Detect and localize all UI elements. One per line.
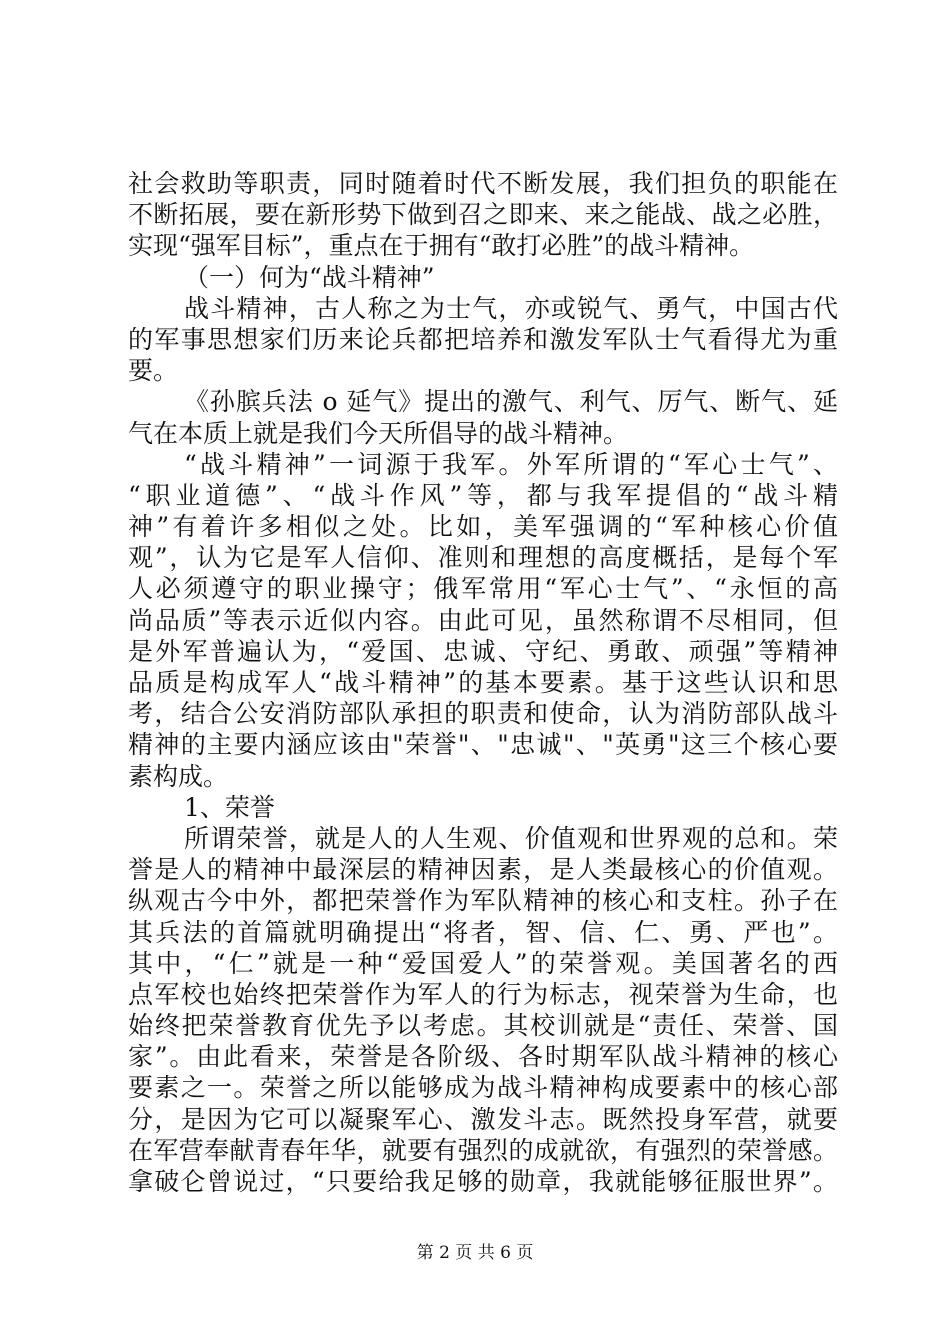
text-line: 品质是构成军人“战斗精神”的基本要素。基于这些认识和思	[128, 668, 838, 697]
text-line: 是外军普遍认为，“爱国、忠诚、守纪、勇敢、顽强”等精神	[128, 636, 838, 666]
text-line: 气在本质上就是我们今天所倡导的战斗精神。	[128, 418, 629, 448]
text-line: 点军校也始终把荣誉作为军人的行为标志，视荣誉为生命，也	[128, 979, 838, 1009]
text-line: 人必须遵守的职业操守；俄军常用“军心士气”、“永恒的高	[128, 574, 838, 604]
text-line: “战斗精神”一词源于我军。外军所谓的“军心士气”、	[184, 449, 838, 479]
text-line: 分，是因为它可以凝聚军心、激发斗志。既然投身军营，就要	[128, 1104, 838, 1134]
text-line: 家”。由此看来，荣誉是各阶级、各时期军队战斗精神的核心	[128, 1042, 838, 1072]
body-text	[128, 168, 838, 1197]
text-line: 神”有着许多相似之处。比如，美军强调的“军种核心价值	[128, 512, 838, 542]
text-line: 誉是人的精神中最深层的精神因素，是人类最核心的价值观。	[128, 855, 838, 885]
section-heading: （一）何为“战斗精神”	[184, 262, 435, 292]
text-line: 纵观古今中外，都把荣誉作为军队精神的核心和支柱。孙子在	[128, 886, 838, 916]
subsection-heading: 1、荣誉	[184, 792, 275, 822]
text-line: 在军营奉献青春年华，就要有强烈的成就欲，有强烈的荣誉感。	[128, 1135, 838, 1165]
text-line: 素构成。	[128, 761, 229, 791]
text-line: 实现“强军目标”，重点在于拥有“敢打必胜”的战斗精神。	[128, 231, 755, 261]
text-line: 其中，“仁”就是一种“爱国爱人”的荣誉观。美国著名的西	[128, 948, 838, 978]
text-line: 尚品质”等表示近似内容。由此可见，虽然称谓不尽相同，但	[128, 605, 838, 635]
text-line: 所谓荣誉，就是人的人生观、价值观和世界观的总和。荣	[184, 823, 838, 853]
text-line: 精神的主要内涵应该由"荣誉"、"忠诚"、"英勇"这三个核心要	[128, 730, 838, 760]
text-line: 要。	[128, 356, 179, 386]
text-line: “职业道德”、“战斗作风”等，都与我军提倡的“战斗精	[128, 480, 838, 510]
text-line: 战斗精神，古人称之为士气，亦或锐气、勇气，中国古代	[184, 293, 838, 323]
text-line: 拿破仑曾说过，“只要给我足够的勋章，我就能够征服世界”。	[128, 1167, 838, 1196]
text-line: 观”，认为它是军人信仰、准则和理想的高度概括，是每个军	[128, 543, 838, 573]
text-line: 始终把荣誉教育优先予以考虑。其校训就是“责任、荣誉、国	[128, 1011, 838, 1041]
page-number-footer: 第 2 页 共 6 页	[416, 1243, 534, 1263]
text-line: 不断拓展，要在新形势下做到召之即来、来之能战、战之必胜，	[128, 200, 838, 230]
text-line: 考，结合公安消防部队承担的职责和使命，认为消防部队战斗	[128, 699, 838, 729]
text-line: 的军事思想家们历来论兵都把培养和激发军队士气看得尤为重	[128, 324, 838, 354]
text-line: 《孙膑兵法 o 延气》提出的激气、利气、厉气、断气、延	[184, 387, 838, 417]
text-line: 要素之一。荣誉之所以能够成为战斗精神构成要素中的核心部	[128, 1073, 838, 1103]
text-line: 其兵法的首篇就明确提出“将者，智、信、仁、勇、严也”。	[128, 917, 838, 947]
text-line: 社会救助等职责，同时随着时代不断发展，我们担负的职能在	[128, 169, 838, 198]
